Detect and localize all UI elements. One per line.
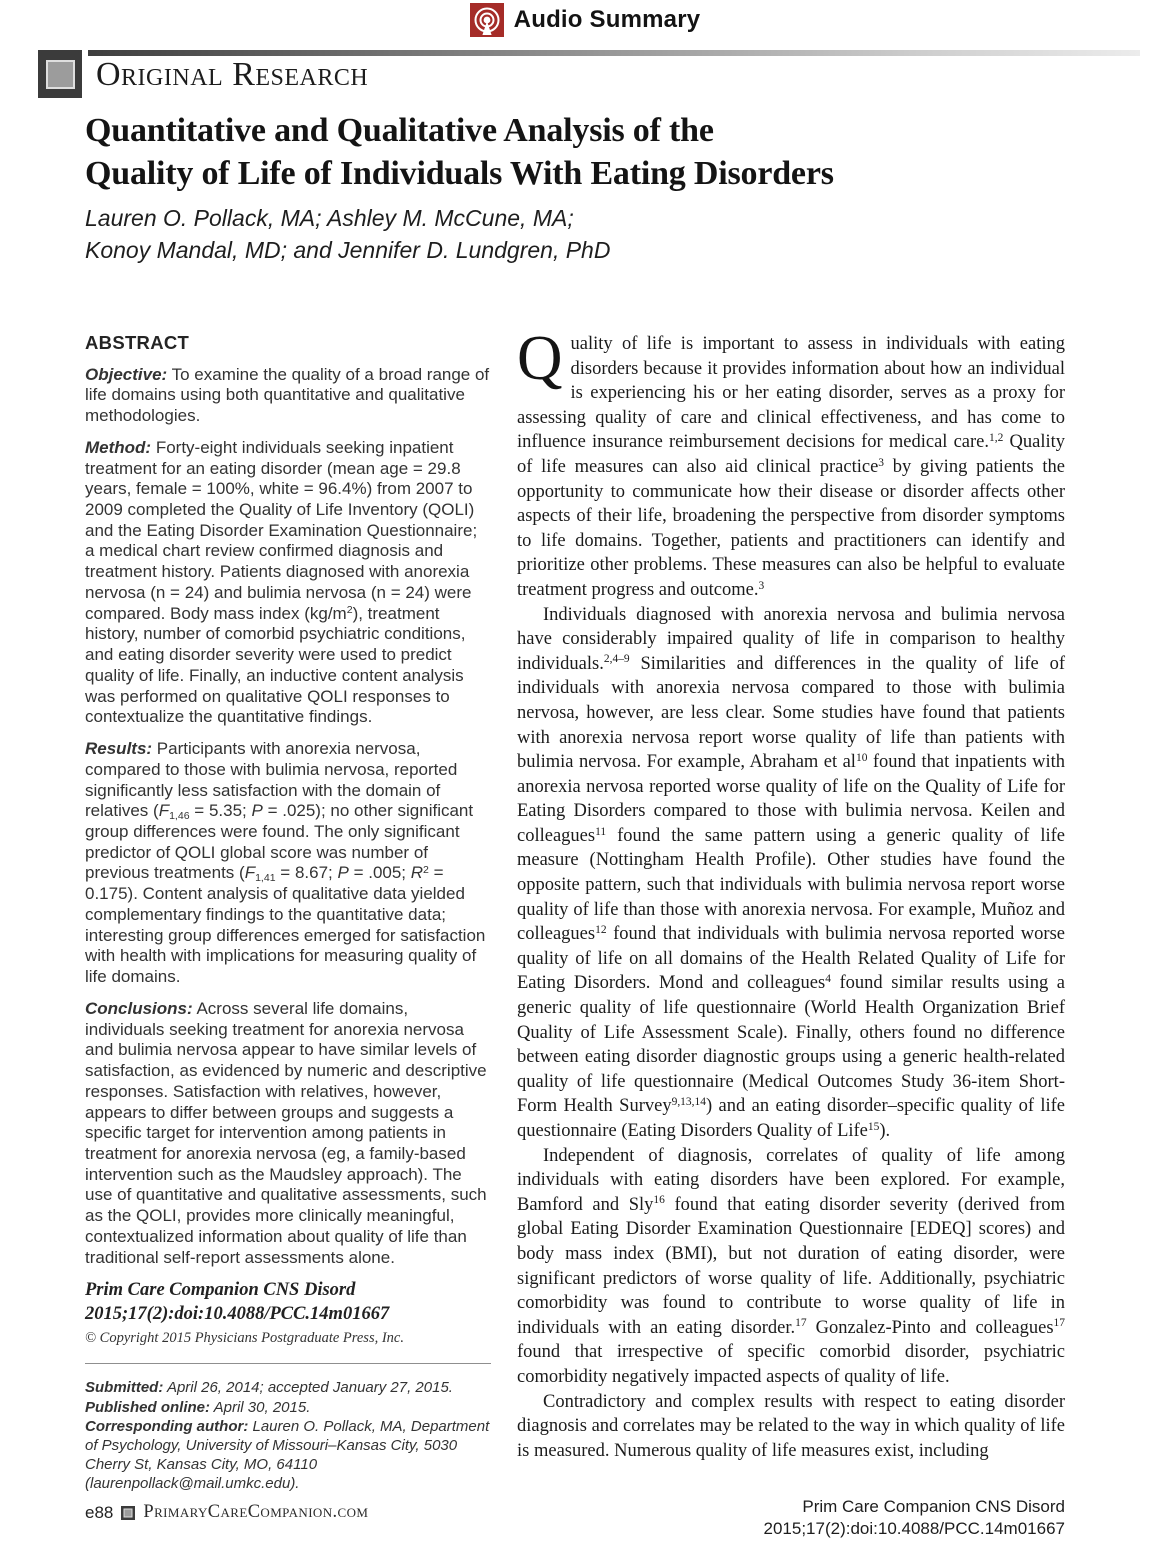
abstract-citation (85, 1279, 491, 1325)
article-title (85, 110, 1085, 195)
page-number: e88 (85, 1502, 114, 1522)
audio-summary-label: Audio Summary (513, 6, 701, 33)
submission-meta (85, 1378, 491, 1493)
authors-line1: Lauren O. Pollack, MA; Ashley M. McCune, MA; (85, 205, 574, 231)
footer-citation-line2: 2015;17(2):doi:10.4088/PCC.14m01667 (763, 1519, 1065, 1539)
abstract-heading: ABSTRACT (85, 332, 190, 353)
abstract-column (85, 332, 491, 1493)
content-columns (85, 323, 1066, 1493)
body-paragraph-1: Quality of life is important to assess in individuals with eating disorders because it provides information about how an individual is experiencing his or her eating disorder, serves as a proxy for assessing quality of care and clinical effectiveness, and has come to influence insurance reimbursement decisions for medical care.$^{1,2}$ Quality of life measures can also aid clinical practice$^3$ by giving patients the opportunity to communicate how their disease or disorder affects other aspects of their life, broadening the perspective from disorder symptoms to life domains. Together, patients and practitioners can identify and prioritize other problems. These measures can also be helpful to evaluate treatment progress and outcome.$^3$ (517, 323, 1065, 600)
body-paragraph-2: Individuals diagnosed with anorexia nervosa and bulimia nervosa have considerably impaired quality of life in comparison to healthy individuals.$^{2,4-9}$ Similarities and differences in the quality of life of individuals with anorexia nervosa compared to those with bulimia nervosa, however, are less clear. Some studies have found that patients with anorexia nervosa report worse quality of life than patients with bulimia nervosa. For example, Abraham et $al^{10}$ found that inpatients with anorexia nervosa reported worse quality of life on the Quality of Life for Eating Disorders compared to those with bulimia nervosa. Keilen and colleagues$^{11}$ found the same pattern using a generic quality of life measure (Nottingham Health Profile). Other studies have found the opposite pattern, such that individuals with bulimia nervosa report worse quality of life than those with anorexia nervosa. For example, Muñoz and colleagues$^{12}$ found that individuals with bulimia nervosa reported worse quality of life on all domains of the Health Related Quality of Life for Eating Disorders. Mond and colleagues$^4$ found similar results using a generic quality of life questionnaire (World Health Organization Brief Quality of Life Assessment Scale). Finally, others found no difference between eating disorder diagnostic groups using a generic health-related quality of life questionnaire (Medical Outcomes Study 36-item Short-Form Health Survey$^{9,13,14}$) and an eating disorder–specific quality of life questionnaire (Eating Disorders Quality of Life$^{15}$). (517, 604, 1066, 1141)
authors (85, 202, 610, 266)
divider-rule (85, 1363, 491, 1364)
authors-line2: Konoy Mandal, MD; and Jennifer D. Lundgren, PhD (85, 237, 611, 264)
abstract-objective: Objective: To examine the quality of a broad range of life domains using both quantitative and qualitative methodologies. (85, 364, 490, 426)
abstract-conclusions: Conclusions: Across several life domains, individuals seeking treatment for anorexia nervosa and bulimia nervosa appear to have similar levels of satisfaction, as evidenced by numeric and descriptive responses. Satisfaction with relatives, however, appears to differ between groups and suggests a specific target for intervention among patients in treatment for anorexia nervosa (eg, a family-based intervention such as the Maudsley approach). The use of quantitative and qualitative assessments, such as the QOLI, provides more clinically meaningful, contextualized information about quality of life than traditional self-report assessments alone. (85, 998, 487, 1267)
audio-icon (470, 3, 504, 37)
section-square-icon (38, 50, 82, 98)
citation-line1: Prim Care Companion CNS Disord (85, 1280, 356, 1301)
submitted-line: Submitted: April 26, 2014; accepted January 27, 2015. (85, 1379, 453, 1397)
article-title-line1: Quantitative and Qualitative Analysis of the (85, 112, 714, 149)
corresponding-author-line: Corresponding author: Lauren O. Pollack, MA, Department of Psychology, University of Missouri–Kansas City, 5030 Cherry St, Kansas City, MO, 64110 (laurenpollack@mail.umkc.edu). (85, 1417, 490, 1493)
footer-square-icon (121, 1506, 135, 1520)
journal-website: PrimaryCareCompanion.com (143, 1502, 369, 1522)
copyright-notice: © Copyright 2015 Physicians Postgraduate Press, Inc. (85, 1329, 404, 1346)
abstract-method: Method: Forty-eight individuals seeking inpatient treatment for an eating disorder (mean age = 29.8 years, female = 100%, white = 96.4%) from 2007 to 2009 completed the Quality of Life Inventory (QOLI) and the Eating Disorder Examination Questionnaire; a medical chart review confirmed diagnosis and treatment history. Patients diagnosed with anorexia nervosa (n = 24) and bulimia nervosa (n = 24) were compared. Body mass index $(kg/m^2)$, treatment history, number of comorbid psychiatric conditions, and eating disorder severity were used to predict quality of life. Finally, an inductive content analysis was performed on qualitative QOLI responses to contextualize the quantitative findings. (85, 437, 478, 727)
dropcap-q: Q (517, 323, 563, 393)
footer-citation (764, 1496, 1066, 1541)
citation-line2: 2015;17(2):doi:10.4088/PCC.14m01667 (85, 1303, 390, 1324)
article-title-line2: Quality of Life of Individuals With Eating Disorders (85, 154, 834, 192)
audio-summary-link[interactable] (0, 3, 1170, 37)
section-title: Original Research (96, 56, 369, 93)
article-text-column (517, 323, 1066, 1493)
section-header (38, 48, 1140, 110)
footer-citation-line1: Prim Care Companion CNS Disord (802, 1497, 1065, 1516)
body-paragraph-3: Independent of diagnosis, correlates of quality of life among individuals with eating disorders have been explored. For example, Bamford and Sly$^{16}$ found that eating disorder severity (derived from global Eating Disorder Examination Questionnaire [EDEQ] scores) and body mass index (BMI), but not duration of eating disorder, were significant predictors of worse quality of life. Additionally, psychiatric comorbidity was found to contribute to worse quality of life in individuals with an eating disorder.$^{17}$ Gonzalez-Pinto and colleagues$^{17}$ found that irrespective of specific comorbid disorder, psychiatric comorbidity negatively impacted aspects of quality of life. (517, 1145, 1066, 1387)
body-paragraph-4: Contradictory and complex results with respect to eating disorder diagnosis and correlates may be related to the way in which quality of life is measured. Numerous quality of life measures exist, including (517, 1391, 1065, 1461)
footer-left (85, 1502, 368, 1523)
abstract-results: Results: Participants with anorexia nervosa, compared to those with bulimia nervosa, reported significantly less satisfaction with the domain of relatives ($F_{1,46} = 5.35$; P = .025); no other significant group differences were found. The only significant predictor of QOLI global score was number of previous treatments ($F_{1,41} = 8.67$; P = .005; $R^2 = 0.175$). Content analysis of qualitative data yielded complementary findings to the quantitative data; interesting group differences emerged for satisfaction with health with implications for measuring quality of life domains. (85, 739, 486, 987)
published-line: Published online: April 30, 2015. (85, 1398, 311, 1416)
